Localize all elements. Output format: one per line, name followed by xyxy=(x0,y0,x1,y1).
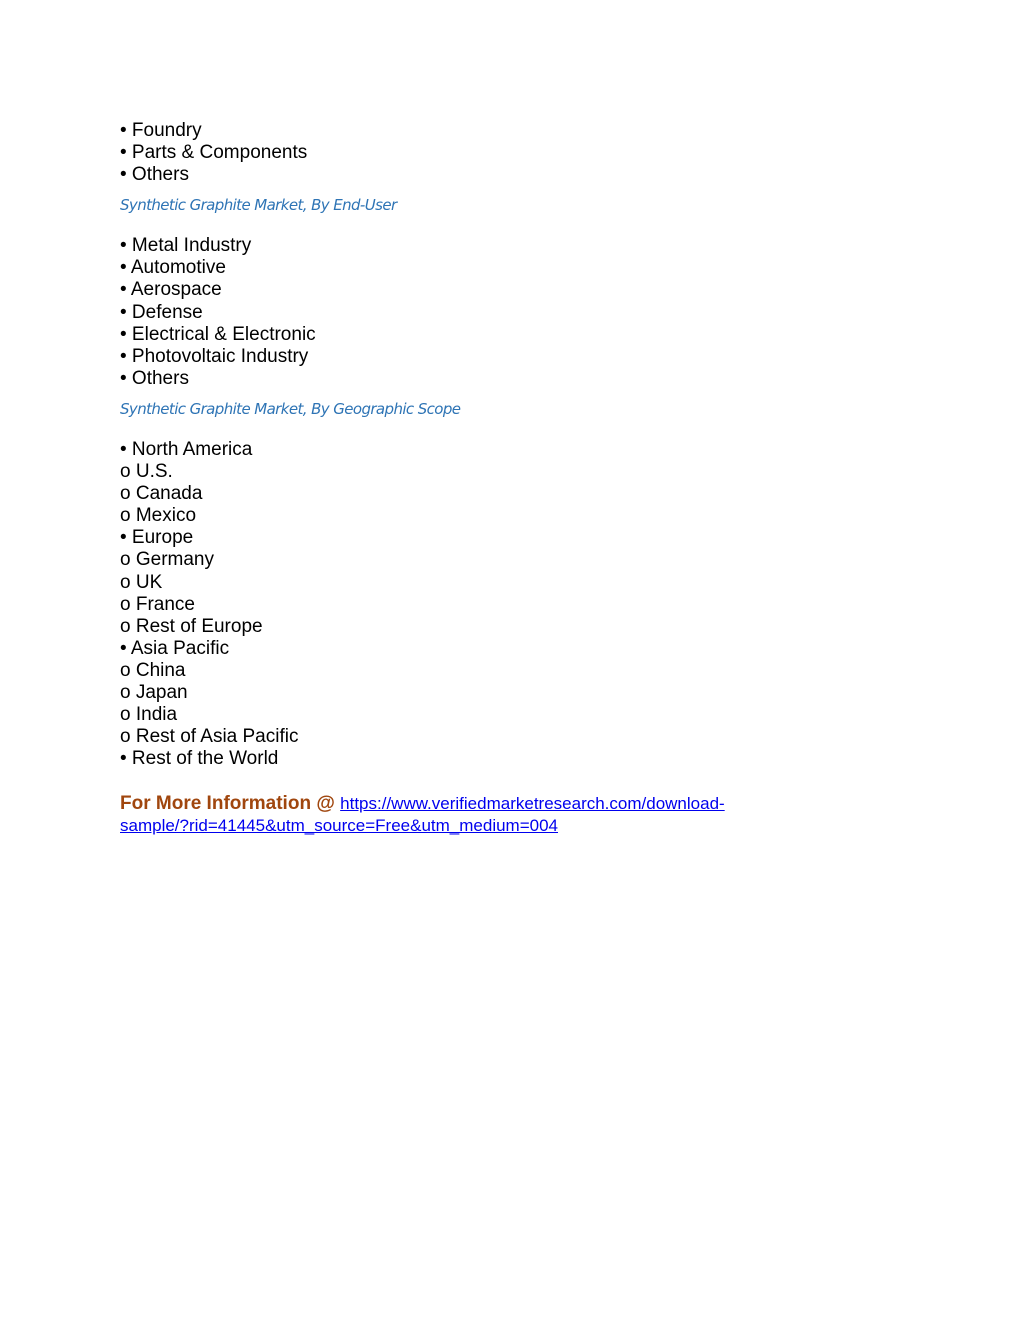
geographic-scope-heading: Synthetic Graphite Market, By Geographic Scope xyxy=(120,399,461,418)
link-line-2: sample/?rid=41445&utm_source=Free&utm_medium=004 xyxy=(120,816,558,836)
list-item: • Aerospace xyxy=(120,279,222,301)
more-information xyxy=(120,793,900,837)
application-list-continued xyxy=(120,120,900,186)
list-item: • Automotive xyxy=(120,257,226,279)
end-user-heading: Synthetic Graphite Market, By End-User xyxy=(120,196,397,215)
list-item: o UK xyxy=(120,571,163,593)
list-item: • Others xyxy=(120,164,189,186)
list-item: • Rest of the World xyxy=(120,748,279,770)
list-item: o Rest of Asia Pacific xyxy=(120,726,299,748)
list-item: • Metal Industry xyxy=(120,235,252,257)
list-item: • Electrical & Electronic xyxy=(120,323,316,345)
list-item: • Photovoltaic Industry xyxy=(120,345,309,367)
list-item: • Foundry xyxy=(120,120,202,141)
geographic-scope-list xyxy=(120,439,900,770)
list-item: • Defense xyxy=(120,301,203,323)
list-item: • Others xyxy=(120,367,189,389)
list-item: • Asia Pacific xyxy=(120,637,230,659)
list-item: • Parts & Components xyxy=(120,142,308,164)
list-item: • Europe xyxy=(120,527,194,549)
list-item: o U.S. xyxy=(120,461,173,483)
end-user-list xyxy=(120,235,900,390)
list-item: o France xyxy=(120,593,195,615)
list-item: o Japan xyxy=(120,681,188,703)
list-item: o Rest of Europe xyxy=(120,615,263,637)
more-information-label: For More Information @ xyxy=(120,793,335,815)
list-item: • North America xyxy=(120,438,253,460)
list-item: o China xyxy=(120,659,186,681)
link-line-1: https://www.verifiedmarketresearch.com/download- xyxy=(340,794,725,814)
document-page xyxy=(120,120,900,837)
list-item: o Germany xyxy=(120,549,214,571)
list-item: o India xyxy=(120,704,178,726)
list-item: o Canada xyxy=(120,483,203,505)
list-item: o Mexico xyxy=(120,505,197,527)
